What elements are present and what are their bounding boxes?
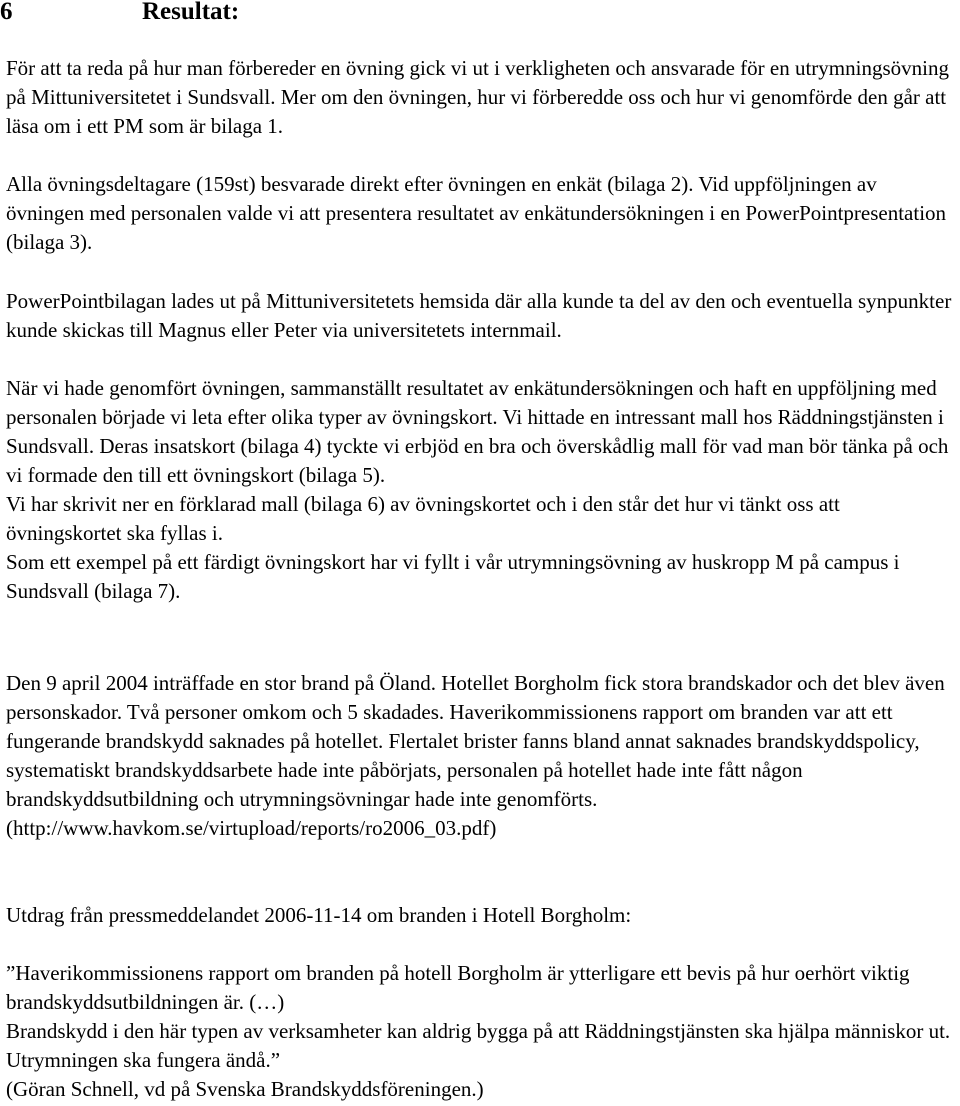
paragraph-block-5 [6, 669, 956, 843]
paragraph-example: Som ett exempel på ett färdigt övningskort har vi fyllt i vår utrymningsövning av huskropp M på campus i Sundsvall (bilaga 7). [6, 550, 900, 603]
quote-line-2: Brandskydd i den här typen av verksamheter kan aldrig bygga på att Räddningstjänsten ska hjälpa människor ut. Utrymningen ska fungera ändå.” [6, 1019, 951, 1072]
quote-line-1: ”Haverikommissionens rapport om branden på hotell Borgholm är ytterligare ett bevis på hur oerhört viktig brandskyddsutbildningen är. (…) [6, 961, 910, 1014]
paragraph-template: Vi har skrivit ner en förklarad mall (bilaga 6) av övningskortet och i den står det hur vi tänkt oss att övningskortet ska fyllas i. [6, 492, 840, 545]
paragraph-press-excerpt: Utdrag från pressmeddelandet 2006-11-14 om branden i Hotell Borgholm: [6, 903, 632, 927]
paragraph-oland-fire: Den 9 april 2004 inträffade en stor brand på Öland. Hotellet Borgholm fick stora brandskador och det blev även personskador. Två personer omkom och 5 skadades. Haverikommissionens rapport om branden var att ett fungerande brandskydd saknades på hotellet. Flertalet brister fanns bland annat saknades brandskyddspolicy, systematiskt brandskyddsarbete hade inte påbörjats, personalen på hotellet hade inte fått någon brandskyddsutbildning och utrymningsövningar hade inte genomförts. [6, 671, 945, 811]
paragraph-block-2 [6, 170, 956, 257]
quote-attribution: (Göran Schnell, vd på Svenska Brandskyddsföreningen.) [6, 1077, 484, 1101]
paragraph-source-url: (http://www.havkom.se/virtupload/reports/ro2006_03.pdf) [6, 816, 497, 840]
paragraph-pm: För att ta reda på hur man förbereder en övning gick vi ut i verkligheten och ansvarade för en utrymningsövning på Mittuniversitetet i Sundsvall. Mer om den övningen, hur vi förberedde oss och hur vi genomförde den går att läsa om i ett PM som är bilaga 1. [6, 56, 949, 138]
paragraph-block-6 [6, 901, 956, 930]
section-title: Resultat: [142, 0, 240, 25]
paragraph-block-3 [6, 287, 956, 345]
paragraph-exercise-cards: När vi hade genomfört övningen, sammanställt resultatet av enkätundersökningen och haft en uppföljning med personalen började vi leta efter olika typer av övningskort. Vi hittade en intressant mall hos Räddningstjänsten i Sundsvall. Deras insatskort (bilaga 4) tyckte vi erbjöd en bra och överskådlig mall för vad man bör tänka på och vi formade den till ett övningskort (bilaga 5). [6, 376, 949, 487]
paragraph-survey: Alla övningsdeltagare (159st) besvarade direkt efter övningen en enkät (bilaga 2). Vid uppföljningen av övningen med personalen valde vi att presentera resultatet av enkätundersökningen i en PowerPointpresentation (bilaga 3). [6, 172, 947, 254]
paragraph-block-4 [6, 374, 956, 606]
paragraph-powerpoint: PowerPointbilagan lades ut på Mittuniversitetets hemsida där alla kunde ta del av den och eventuella synpunkter kunde skickas till Magnus eller Peter via universitetets internmail. [6, 289, 952, 342]
section-number: 6 [0, 0, 13, 25]
quote-block [6, 959, 956, 1104]
paragraph-block-1 [6, 54, 956, 141]
section-heading [0, 0, 239, 28]
